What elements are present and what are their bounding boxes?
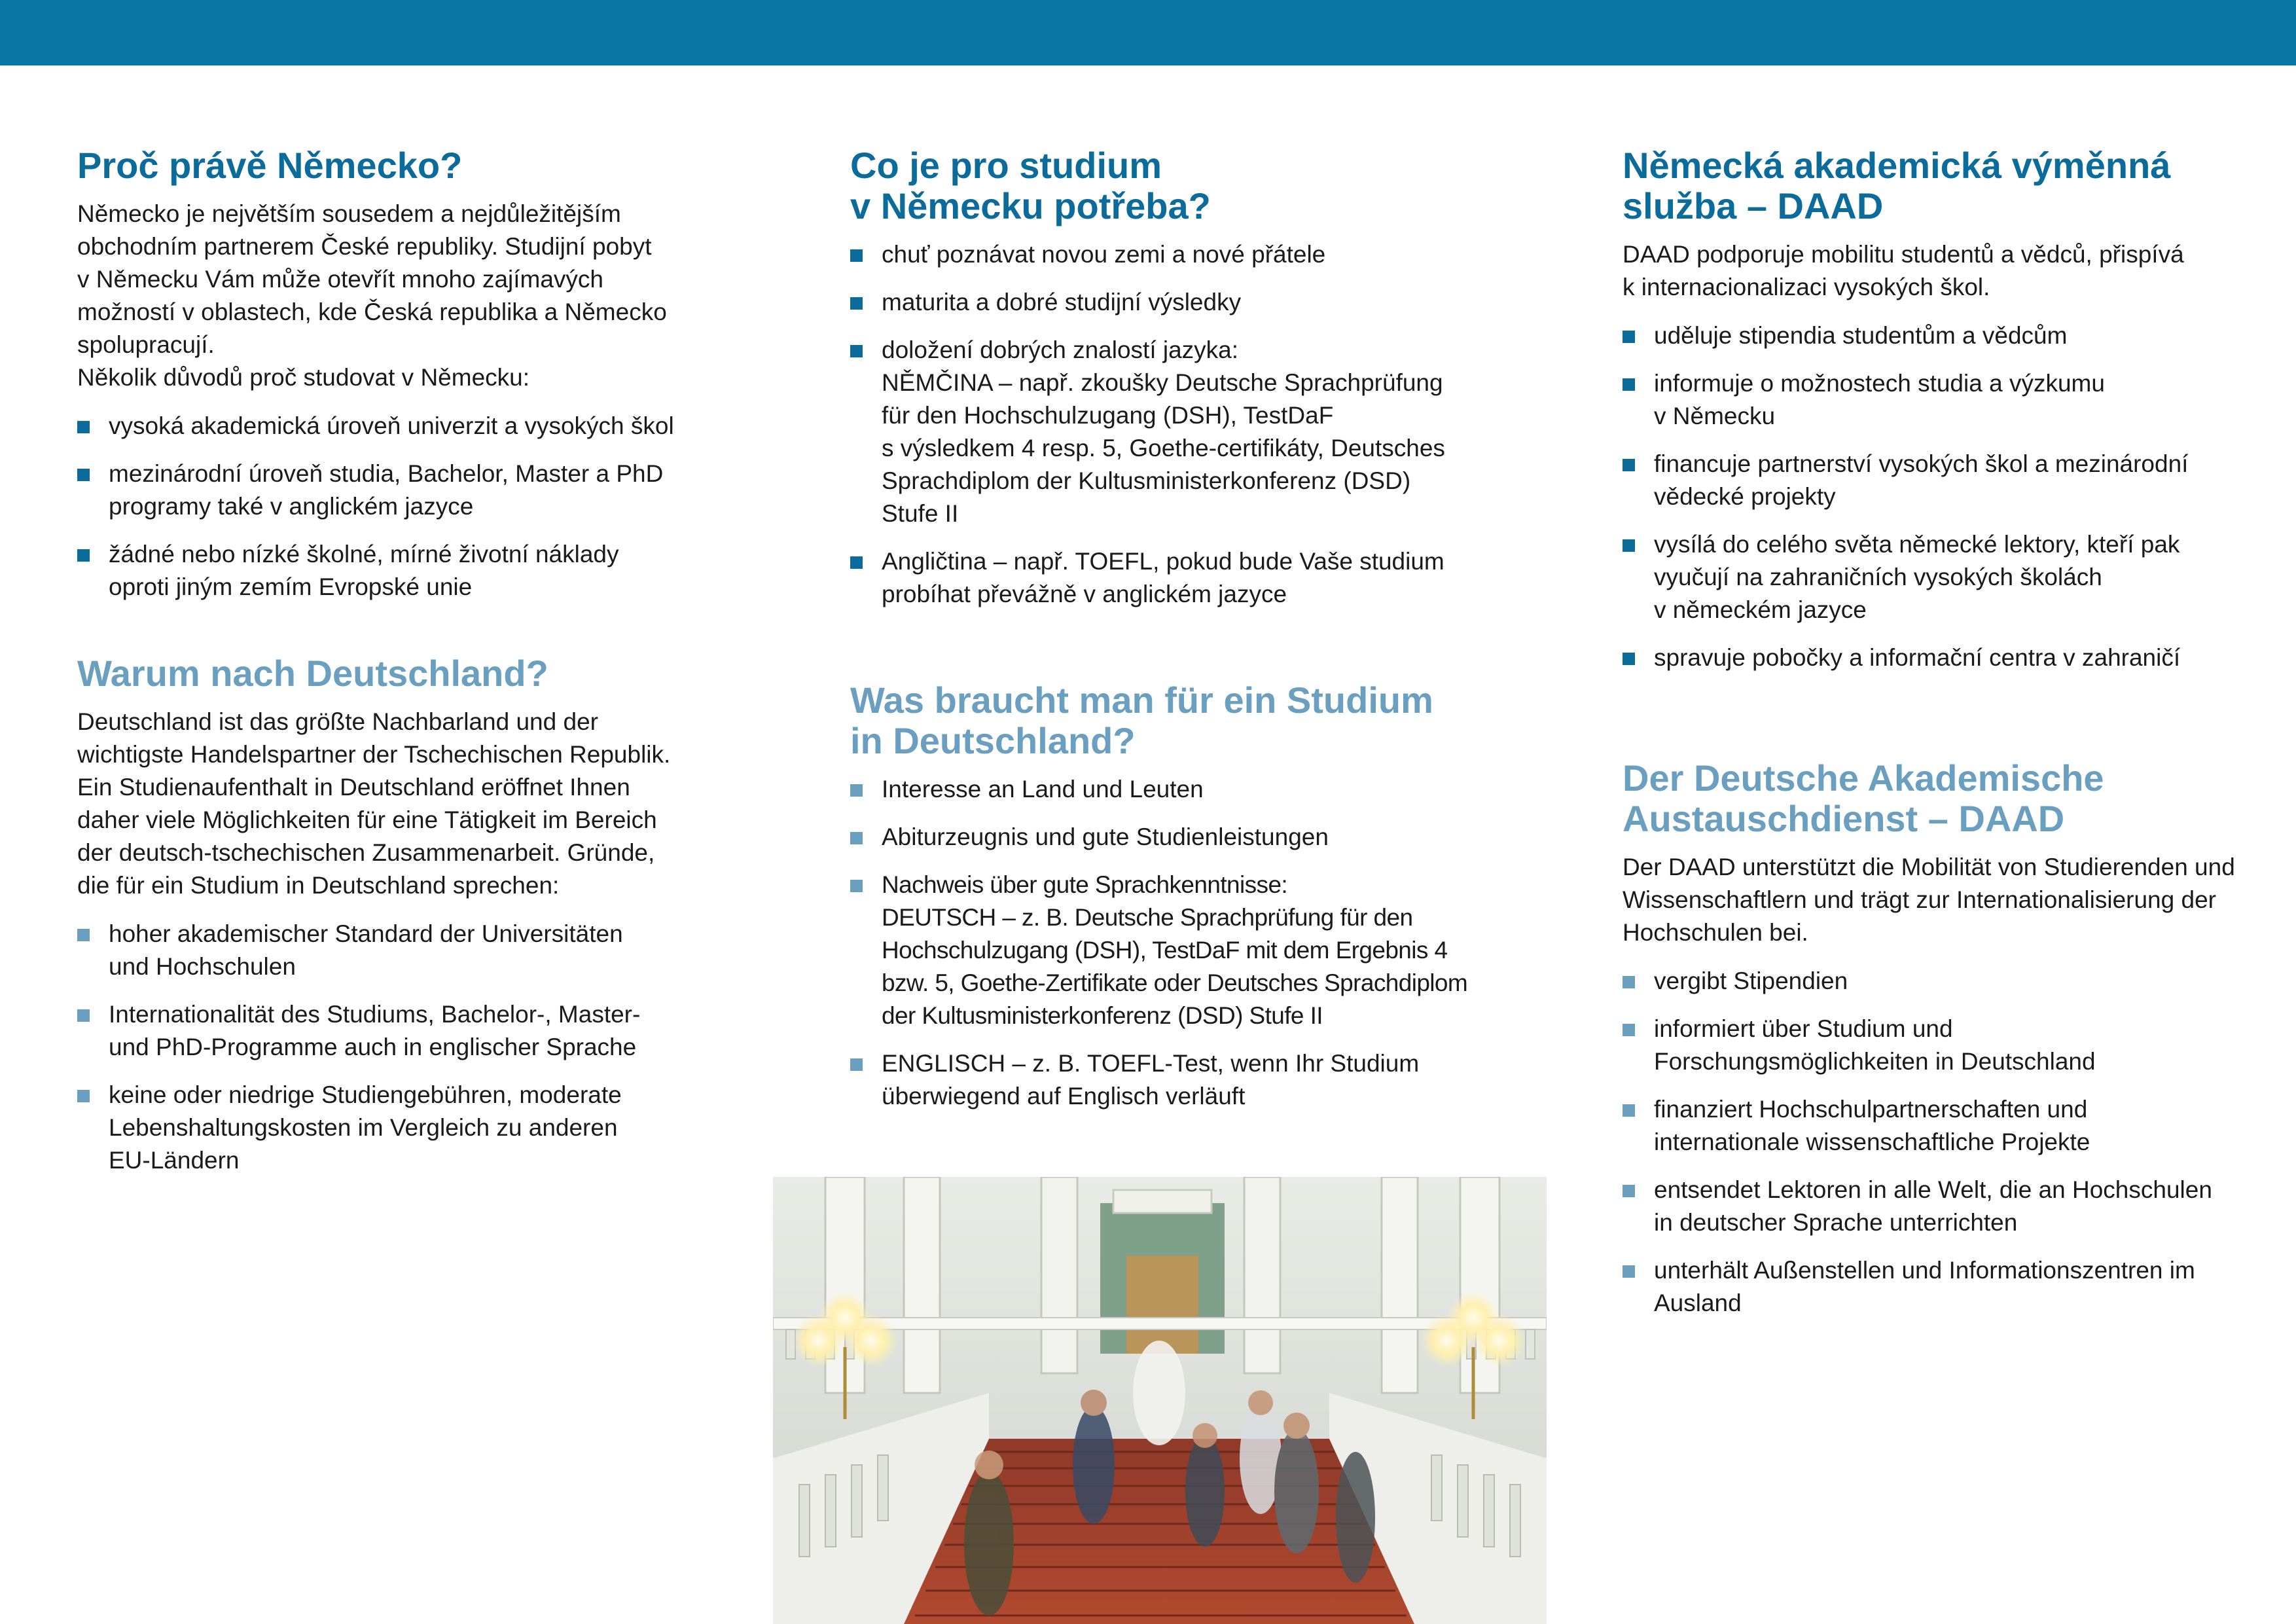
list-item-text: spravuje pobočky a informační centra v zahraničí (1654, 644, 2181, 671)
list-item (77, 538, 706, 604)
list-item-text: informiert über Studium und Forschungsmöglichkeiten in Deutschland (1654, 1015, 2096, 1075)
list-item (1623, 367, 2251, 433)
top-color-bar (0, 0, 2296, 65)
square-bullet-icon (850, 1058, 863, 1071)
section-was-braucht-man (850, 680, 1479, 1113)
list-item (850, 238, 1479, 271)
section-proc-prave-nemecko (77, 145, 706, 604)
square-bullet-icon (850, 249, 863, 262)
square-bullet-icon (850, 345, 863, 357)
square-bullet-icon (1623, 653, 1635, 665)
square-bullet-icon (1623, 1104, 1635, 1117)
list-item (1623, 528, 2251, 626)
list-item (77, 458, 706, 523)
list-item-text: vysílá do celého světa německé lektory, kteří pak vyučují na zahraničních vysokých školách v německém jazyce (1654, 531, 2180, 623)
square-bullet-icon (850, 556, 863, 569)
bullet-list (850, 238, 1479, 611)
list-item-text: Abiturzeugnis und gute Studienleistungen (882, 823, 1329, 850)
square-bullet-icon (1623, 976, 1635, 988)
list-item (77, 1079, 706, 1177)
list-item-text: hoher akademischer Standard der Universitäten und Hochschulen (109, 920, 623, 980)
section-deutscher-akademischer-austauschdienst (1623, 758, 2251, 1320)
staircase-photo (773, 1177, 1547, 1624)
square-bullet-icon (850, 832, 863, 844)
list-item-text: unterhält Außenstellen und Informationszentren im Ausland (1654, 1257, 2195, 1316)
list-item (1623, 641, 2251, 674)
bullet-list (850, 773, 1479, 1113)
section-heading: Německá akademická výměnná služba – DAAD (1623, 145, 2171, 226)
section-nemecka-akademicka-sluzba (1623, 145, 2251, 674)
column-1 (77, 145, 706, 1192)
list-item-text: Nachweis über gute Sprachkenntnisse: DEUTSCH – z. B. Deutsche Sprachprüfung für den Hochschulzugang (DSH), TestDaF mit dem Ergebnis 4 bzw. 5, Goethe-Zertifikate oder Deutsches Sprachdiplom der Kultusministerkonferenz (DSD) Stufe II (882, 871, 1468, 1029)
section-co-je-pro-studium-potreba (850, 145, 1479, 611)
list-item (1623, 448, 2251, 513)
list-item-text: financuje partnerství vysokých škol a mezinárodní vědecké projekty (1654, 450, 2189, 510)
list-item (850, 334, 1479, 530)
list-item-text: finanziert Hochschulpartnerschaften und internationale wissenschaftliche Projekte (1654, 1096, 2090, 1155)
square-bullet-icon (1623, 331, 1635, 343)
square-bullet-icon (77, 1090, 90, 1102)
section-heading: Co je pro studium v Německu potřeba? (850, 145, 1211, 226)
list-item-text: uděluje stipendia studentům a vědcům (1654, 322, 2068, 349)
square-bullet-icon (77, 1009, 90, 1022)
section-warum-nach-deutschland (77, 653, 706, 1177)
square-bullet-icon (77, 469, 90, 481)
square-bullet-icon (1623, 1185, 1635, 1197)
list-item (77, 998, 706, 1064)
square-bullet-icon (1623, 1024, 1635, 1036)
list-item (1623, 319, 2251, 352)
square-bullet-icon (1623, 459, 1635, 471)
section-intro: Deutschland ist das größte Nachbarland und der wichtigste Handelspartner der Tschechischen Republik. Ein Studienaufenthalt in Deutschland eröffnet Ihnen daher viele Möglichkeiten für eine Tätigkeit im Bereich der deutsch-tschechischen Zusammenarbeit. Gründe, die für ein Studium in Deutschland sprechen: (77, 708, 671, 899)
list-item (1623, 965, 2251, 998)
list-item (77, 410, 706, 442)
square-bullet-icon (1623, 539, 1635, 552)
list-item (850, 1047, 1479, 1113)
list-item (850, 821, 1479, 854)
section-heading: Proč právě Německo? (77, 145, 463, 186)
square-bullet-icon (1623, 1265, 1635, 1278)
bullet-list (77, 410, 706, 604)
list-item-text: mezinárodní úroveň studia, Bachelor, Master a PhD programy také v anglickém jazyce (109, 460, 664, 520)
list-item (1623, 1013, 2251, 1078)
section-intro: Německo je největším sousedem a nejdůležitějším obchodním partnerem České republiky. Studijní pobyt v Německu Vám může otevřít mnoho zajímavých možností v oblastech, kde Česká republika a Německo spolupracují. Několik důvodů proč studovat v Německu: (77, 200, 667, 391)
section-heading: Der Deutsche Akademische Austauschdienst – DAAD (1623, 757, 2104, 839)
list-item (1623, 1174, 2251, 1239)
list-item-text: maturita a dobré studijní výsledky (882, 289, 1242, 316)
square-bullet-icon (77, 421, 90, 433)
list-item-text: entsendet Lektoren in alle Welt, die an Hochschulen in deutscher Sprache unterrichten (1654, 1176, 2212, 1236)
list-item-text: doložení dobrých znalostí jazyka: NĚMČINA – např. zkoušky Deutsche Sprachprüfung für den Hochschulzugang (DSH), TestDaF s výsledkem 4 resp. 5, Goethe-certifikáty, Deutsches Sprachdiplom der Kultusministerkonferenz (DSD) Stufe II (882, 336, 1445, 527)
list-item (1623, 1093, 2251, 1159)
column-3 (1623, 145, 2251, 1335)
section-intro: DAAD podporuje mobilitu studentů a vědců, přispívá k internacionalizaci vysokých škol. (1623, 241, 2184, 300)
list-item (77, 918, 706, 983)
list-item-text: informuje o možnostech studia a výzkumu v Německu (1654, 370, 2105, 429)
list-item (850, 773, 1479, 806)
square-bullet-icon (850, 784, 863, 797)
bullet-list (1623, 965, 2251, 1320)
square-bullet-icon (77, 549, 90, 562)
list-item (850, 869, 1479, 1032)
bullet-list (1623, 319, 2251, 674)
section-heading: Was braucht man für ein Studium in Deutschland? (850, 679, 1433, 761)
column-2 (850, 145, 1479, 1128)
list-item (1623, 1254, 2251, 1320)
list-item-text: Interesse an Land und Leuten (882, 776, 1204, 803)
bullet-list (77, 918, 706, 1177)
list-item-text: chuť poznávat novou zemi a nové přátele (882, 241, 1326, 268)
section-heading: Warum nach Deutschland? (77, 653, 548, 694)
list-item-text: ENGLISCH – z. B. TOEFL-Test, wenn Ihr Studium überwiegend auf Englisch verläuft (882, 1050, 1420, 1110)
list-item-text: vysoká akademická úroveň univerzit a vysokých škol (109, 412, 674, 439)
square-bullet-icon (850, 297, 863, 310)
list-item-text: žádné nebo nízké školné, mírné životní náklady oproti jiným zemím Evropské unie (109, 541, 619, 600)
staircase-photo-illustration (773, 1177, 1547, 1624)
list-item-text: Internationalität des Studiums, Bachelor-, Master- und PhD-Programme auch in englischer Sprache (109, 1001, 641, 1060)
list-item-text: keine oder niedrige Studiengebühren, moderate Lebenshaltungskosten im Vergleich zu anderen EU-Ländern (109, 1081, 622, 1174)
list-item-text: Angličtina – např. TOEFL, pokud bude Vaše studium probíhat převážně v anglickém jazyce (882, 548, 1444, 607)
square-bullet-icon (850, 880, 863, 892)
list-item-text: vergibt Stipendien (1654, 967, 1848, 994)
square-bullet-icon (1623, 378, 1635, 391)
list-item (850, 286, 1479, 319)
list-item (850, 545, 1479, 611)
square-bullet-icon (77, 929, 90, 941)
section-intro: Der DAAD unterstützt die Mobilität von Studierenden und Wissenschaftlern und trägt zur Internationalisierung der Hochschulen bei. (1623, 854, 2235, 946)
